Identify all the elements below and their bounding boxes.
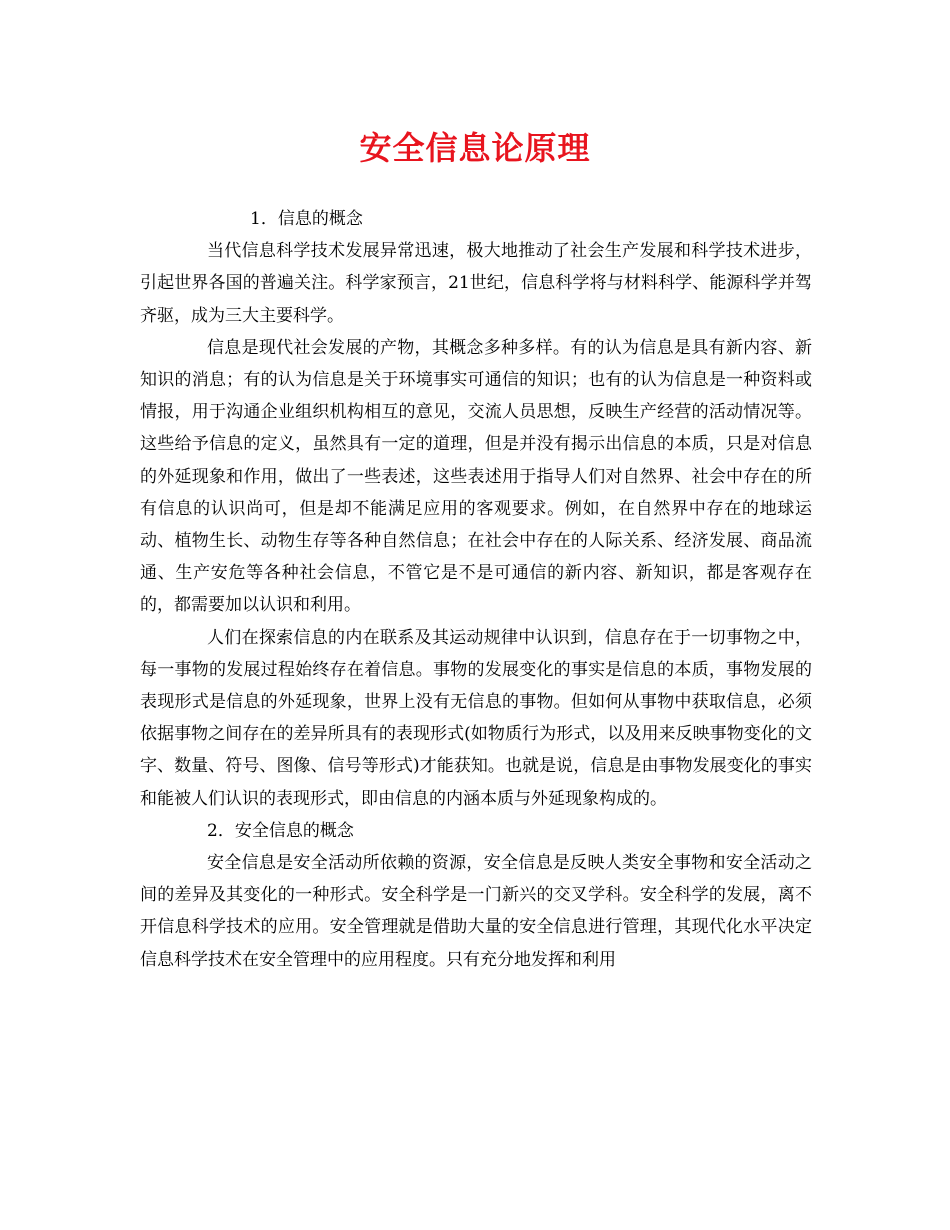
section-heading-1: 1．信息的概念 <box>250 209 363 229</box>
paragraph-4: 安全信息是安全活动所依赖的资源，安全信息是反映人类安全事物和安全活动之间的差异及其变化的一种形式。安全科学是一门新兴的交叉学科。安全科学的发展，离不开信息科学技术的应用。安全管理就是借助大量的安全信息进行管理，其现代化水平决定信息科学技术在安全管理中的应用程度。只有充分地发挥和利用 <box>140 853 812 970</box>
section-heading-2: 2．安全信息的概念 <box>207 820 354 841</box>
document-title: 安全信息论原理 <box>359 129 591 167</box>
paragraph-2: 信息是现代社会发展的产物，其概念多种多样。有的认为信息是具有新内容、新知识的消息；有的认为信息是关于环境事实可通信的知识；也有的认为信息是一种资料或情报，用于沟通企业组织机构相互的意见，交流人员思想，反映生产经营的活动情况等。这些给予信息的定义，虽然具有一定的道理，但是并没有揭示出信息的本质，只是对信息的外延现象和作用，做出了一些表述，这些表述用于指导人们对自然界、社会中存在的所有信息的认识尚可，但是却不能满足应用的客观要求。例如，在自然界中存在的地球运动、植物生长、动物生存等各种自然信息；在社会中存在的人际关系、经济发展、商品流通、生产安危等各种社会信息，不管它是不是可通信的新内容、新知识，都是客观存在的，都需要加以认识和利用。 <box>140 337 812 616</box>
document-body <box>140 203 812 976</box>
paragraph-1: 当代信息科学技术发展异常迅速，极大地推动了社会生产发展和科学技术进步，引起世界各国的普遍关注。科学家预言，21世纪，信息科学将与材料科学、能源科学并驾齐驱，成为三大主要科学。 <box>140 241 812 326</box>
paragraph-3: 人们在探索信息的内在联系及其运动规律中认识到，信息存在于一切事物之中，每一事物的发展过程始终存在着信息。事物的发展变化的事实是信息的本质，事物发展的表现形式是信息的外延现象，世界上没有无信息的事物。但如何从事物中获取信息，必须依据事物之间存在的差异所具有的表现形式(如物质行为形式，以及用来反映事物变化的文字、数量、符号、图像、信号等形式)才能获知。也就是说，信息是由事物发展变化的事实和能被人们认识的表现形式，即由信息的内涵本质与外延现象构成的。 <box>140 627 812 809</box>
